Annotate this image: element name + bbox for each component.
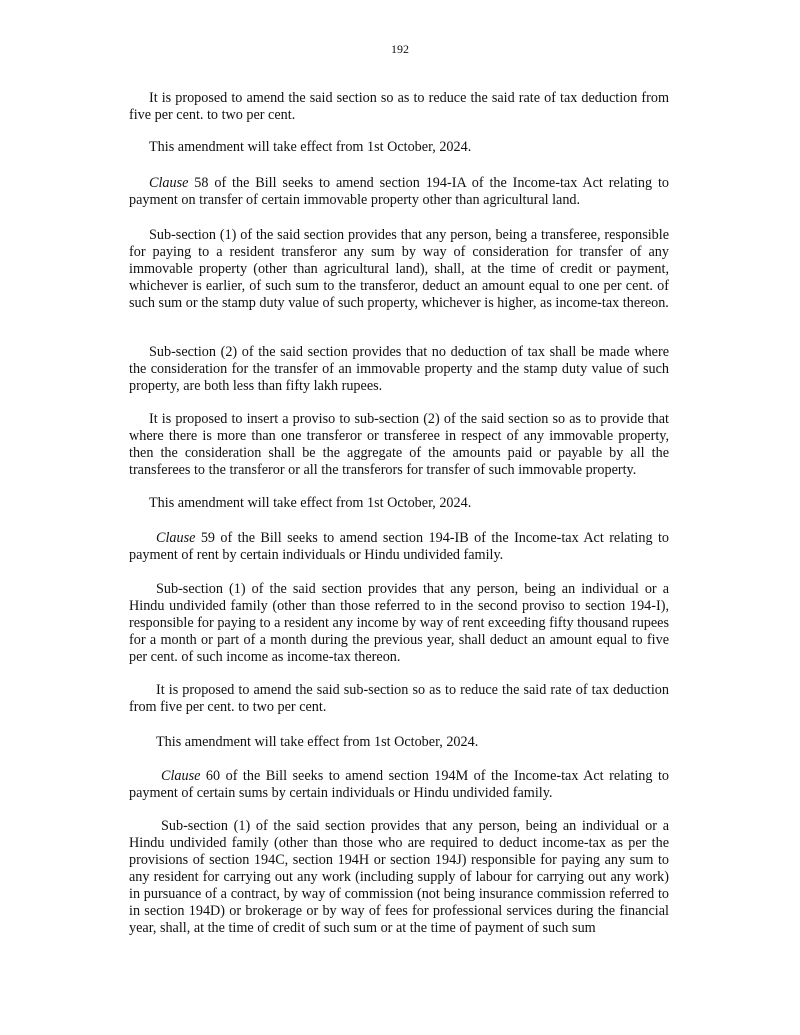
clause-label: Clause [156,530,196,546]
paragraph: Sub-section (2) of the said section provides that no deduction of tax shall be made where the consideration for the transfer of an immovable property and the stamp duty value of such property, are both less than fifty lakh rupees. [129,344,669,394]
clause-paragraph [129,175,669,209]
paragraph: This amendment will take effect from 1st October, 2024. [156,734,479,750]
clause-label: Clause [161,768,201,784]
paragraph: Sub-section (1) of the said section provides that any person, being an individual or a Hindu undivided family (other than those who are required to deduct income-tax as per the provisions of section 194C, section 194H or section 194J) responsible for paying any sum to any resident for carrying out any work (including supply of labour for carrying out any work) in pursuance of a contract, by way of commission (not being insurance commission referred to in section 194D) or brokerage or by way of fees for professional services during the financial year, shall, at the time of credit of such sum or at the time of payment of such sum [129,818,669,936]
page-number: 192 [391,42,409,56]
paragraph-text: 59 of the Bill seeks to amend section 194-IB of the Income-tax Act relating to payment of rent by certain individuals or Hindu undivided family. [129,530,669,563]
clause-label: Clause [149,175,189,191]
paragraph: It is proposed to amend the said section so as to reduce the said rate of tax deduction from five per cent. to two per cent. [129,90,669,123]
paragraph: It is proposed to amend the said sub-section so as to reduce the said rate of tax deduction from five per cent. to two per cent. [129,682,669,715]
paragraph: This amendment will take effect from 1st October, 2024. [149,139,472,155]
paragraph: This amendment will take effect from 1st October, 2024. [149,495,472,511]
clause-paragraph [129,530,669,564]
paragraph: Sub-section (1) of the said section provides that any person, being an individual or a Hindu undivided family (other than those referred to in the second proviso to section 194-I), responsible for paying to a resident any income by way of rent exceeding fifty thousand rupees for a month or part of a month during the previous year, shall deduct an amount equal to five per cent. of such income as income-tax thereon. [129,581,669,665]
clause-paragraph [129,768,669,802]
paragraph-text: 60 of the Bill seeks to amend section 194M of the Income-tax Act relating to payment of certain sums by certain individuals or Hindu undivided family. [129,768,669,801]
paragraph: It is proposed to insert a proviso to sub-section (2) of the said section so as to provide that where there is more than one transferor or transferee in respect of any immovable property, then the consideration shall be the aggregate of the amounts paid or payable by all the transferees to the transferor or all the transferors for transfer of such immovable property. [129,411,669,478]
paragraph-text: 58 of the Bill seeks to amend section 194-IA of the Income-tax Act relating to payment on transfer of certain immovable property other than agricultural land. [129,175,669,208]
paragraph: Sub-section (1) of the said section provides that any person, being a transferee, responsible for paying to a resident transferor any sum by way of consideration for transfer of any immovable property (other than agricultural land), shall, at the time of credit or payment, whichever is earlier, of such sum to the transferor, deduct an amount equal to one per cent. of such sum or the stamp duty value of such property, whichever is higher, as income-tax thereon. [129,227,669,311]
